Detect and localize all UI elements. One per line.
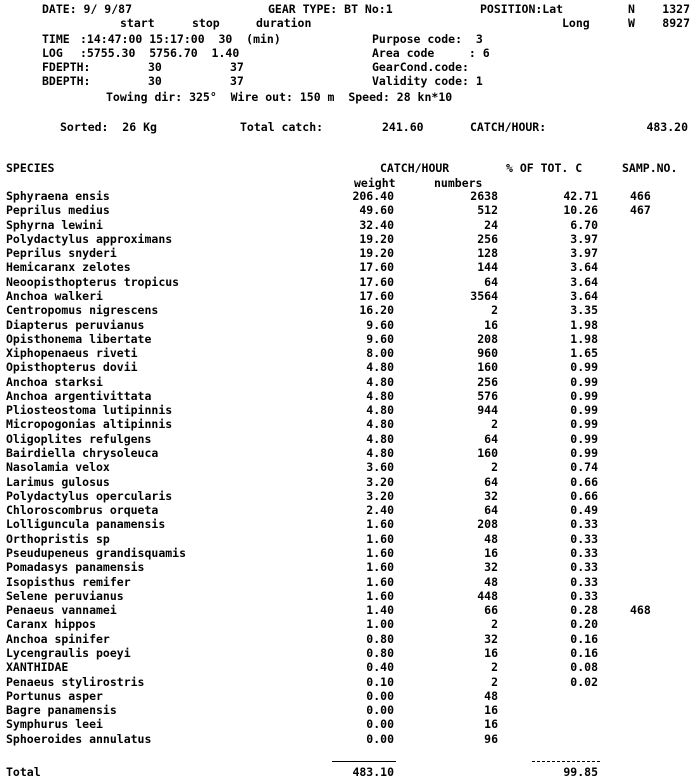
log-label: LOG [42, 46, 63, 60]
numbers-value: 32 [484, 560, 498, 574]
pct-value: 0.33 [570, 546, 598, 560]
weight-value: 1.60 [366, 560, 394, 574]
numbers-value: 144 [477, 260, 498, 274]
numbers-value: 448 [477, 589, 498, 603]
fdepth-stop: 37 [230, 60, 244, 74]
weight-value: 17.60 [359, 260, 394, 274]
weight-value: 1.60 [366, 589, 394, 603]
pct-value: 0.99 [570, 389, 598, 403]
weight-value: 206.40 [352, 189, 394, 203]
weight-value: 17.60 [359, 289, 394, 303]
weight-value: 4.80 [366, 360, 394, 374]
col-start: start [120, 16, 155, 30]
numbers-value: 2638 [470, 189, 498, 203]
col-pct-of-total: % OF TOT. C [506, 161, 583, 175]
col-duration: duration [256, 16, 312, 30]
pct-value: 0.99 [570, 446, 598, 460]
col-sample-number: SAMP.NO. [622, 161, 678, 175]
numbers-value: 48 [484, 575, 498, 589]
species-name: Xiphopenaeus riveti [6, 346, 138, 360]
col-weight: weight [354, 176, 396, 190]
bdepth-start: 30 [148, 74, 162, 88]
species-name: Sphoeroides annulatus [6, 732, 152, 746]
numbers-value: 2 [491, 303, 498, 317]
numbers-value: 16 [484, 717, 498, 731]
weight-value: 32.40 [359, 218, 394, 232]
total-label: Total [6, 765, 41, 779]
species-name: Pseudupeneus grandisquamis [6, 546, 187, 560]
weight-value: 4.80 [366, 432, 394, 446]
species-name: Anchoa argentivittata [6, 389, 152, 403]
species-name: Opisthopterus dovii [6, 360, 138, 374]
numbers-value: 160 [477, 446, 498, 460]
weight-value: 3.20 [366, 489, 394, 503]
catch-hour-value: 483.20 [646, 120, 688, 134]
time-label: TIME [42, 32, 70, 46]
weight-value: 0.10 [366, 675, 394, 689]
species-name: Peprilus medius [6, 203, 110, 217]
numbers-value: 576 [477, 389, 498, 403]
species-name: Penaeus stylirostris [6, 675, 145, 689]
pct-value: 0.74 [570, 460, 598, 474]
species-name: Selene peruvianus [6, 589, 124, 603]
pct-value: 0.28 [570, 603, 598, 617]
weight-value: 1.00 [366, 617, 394, 631]
numbers-value: 48 [484, 689, 498, 703]
weight-value: 17.60 [359, 275, 394, 289]
species-name: Symphurus leei [6, 717, 103, 731]
species-name: Opisthonema libertate [6, 332, 152, 346]
species-name: Polydactylus approximans [6, 232, 173, 246]
weight-value: 3.60 [366, 460, 394, 474]
weight-value: 4.80 [366, 389, 394, 403]
numbers-value: 16 [484, 703, 498, 717]
species-name: Penaeus vannamei [6, 603, 117, 617]
log-values: :5755.30 5756.70 1.40 [80, 46, 240, 60]
weight-value: 9.60 [366, 332, 394, 346]
species-name: Chloroscombrus orqueta [6, 503, 159, 517]
pct-value: 3.64 [570, 275, 598, 289]
weight-value: 1.60 [366, 517, 394, 531]
weight-value: 2.40 [366, 503, 394, 517]
pct-value: 0.33 [570, 589, 598, 603]
species-name: Neoopisthopterus tropicus [6, 275, 180, 289]
numbers-value: 960 [477, 346, 498, 360]
validity-code: Validity code: 1 [372, 74, 483, 88]
numbers-value: 48 [484, 532, 498, 546]
species-name: Centropomus nigrescens [6, 303, 159, 317]
species-name: Hemicaranx zelotes [6, 260, 131, 274]
numbers-value: 944 [477, 403, 498, 417]
pct-value: 0.33 [570, 575, 598, 589]
weight-value: 1.60 [366, 575, 394, 589]
pct-value: 0.99 [570, 417, 598, 431]
weight-value: 1.60 [366, 546, 394, 560]
weight-value: 0.80 [366, 646, 394, 660]
species-name: Anchoa starksi [6, 375, 103, 389]
numbers-value: 128 [477, 246, 498, 260]
pct-value: 0.08 [570, 660, 598, 674]
species-name: Nasolamia velox [6, 460, 110, 474]
col-species: SPECIES [6, 161, 55, 175]
pct-value: 0.49 [570, 503, 598, 517]
weight-value: 0.00 [366, 717, 394, 731]
pct-value: 3.97 [570, 246, 598, 260]
numbers-value: 208 [477, 517, 498, 531]
pct-value: 10.26 [563, 203, 598, 217]
numbers-value: 32 [484, 489, 498, 503]
pct-value: 42.71 [563, 189, 598, 203]
numbers-value: 208 [477, 332, 498, 346]
numbers-value: 64 [484, 503, 498, 517]
pct-value: 0.20 [570, 617, 598, 631]
weight-value: 0.00 [366, 732, 394, 746]
total-weight: 483.10 [352, 765, 394, 779]
weight-value: 8.00 [366, 346, 394, 360]
weight-value: 4.80 [366, 417, 394, 431]
pct-value: 1.98 [570, 332, 598, 346]
position-label: POSITION:Lat [480, 2, 564, 16]
pct-value: 6.70 [570, 218, 598, 232]
gear-type: GEAR TYPE: BT No:1 [268, 2, 393, 16]
gear-cond-code: GearCond.code: [372, 60, 469, 74]
numbers-value: 24 [484, 218, 498, 232]
long-label: Long [562, 16, 590, 30]
pct-value: 0.33 [570, 532, 598, 546]
numbers-value: 2 [491, 417, 498, 431]
col-catch-hour: CATCH/HOUR [380, 161, 450, 175]
numbers-value: 16 [484, 646, 498, 660]
numbers-value: 256 [477, 232, 498, 246]
species-name: XANTHIDAE [6, 660, 69, 674]
time-values: :14:47:00 15:17:00 30 (min) [80, 32, 281, 46]
date: DATE: 9/ 9/87 [42, 2, 133, 16]
catch-hour-label: CATCH/HOUR: [470, 120, 547, 134]
pct-value: 0.99 [570, 403, 598, 417]
total-catch-label: Total catch: [240, 120, 324, 134]
weight-value: 0.00 [366, 703, 394, 717]
col-stop: stop [192, 16, 220, 30]
numbers-value: 512 [477, 203, 498, 217]
bdepth-stop: 37 [230, 74, 244, 88]
numbers-value: 16 [484, 546, 498, 560]
species-name: Anchoa spinifer [6, 632, 110, 646]
pct-value: 0.02 [570, 675, 598, 689]
species-name: Bagre panamensis [6, 703, 117, 717]
weight-value: 19.20 [359, 232, 394, 246]
weight-value: 1.60 [366, 532, 394, 546]
species-name: Lolliguncula panamensis [6, 517, 166, 531]
pct-value: 0.66 [570, 489, 598, 503]
weight-value: 0.40 [366, 660, 394, 674]
pct-value: 1.98 [570, 318, 598, 332]
species-name: Portunus asper [6, 689, 103, 703]
pct-total-rule [532, 761, 600, 762]
purpose-code: Purpose code: 3 [372, 32, 483, 46]
numbers-value: 2 [491, 675, 498, 689]
pct-value: 3.97 [570, 232, 598, 246]
long-hemisphere: W [628, 16, 635, 30]
numbers-value: 16 [484, 318, 498, 332]
numbers-value: 66 [484, 603, 498, 617]
weight-value: 16.20 [359, 303, 394, 317]
lat-value: 1327 [662, 2, 690, 16]
pct-value: 3.64 [570, 289, 598, 303]
species-name: Sphyraena ensis [6, 189, 110, 203]
sorted-weight: Sorted: 26 Kg [60, 120, 157, 134]
species-name: Pomadasys panamensis [6, 560, 145, 574]
total-pct: 99.85 [563, 765, 598, 779]
weight-value: 9.60 [366, 318, 394, 332]
area-code: Area code : 6 [372, 46, 490, 60]
col-numbers: numbers [434, 176, 483, 190]
lat-hemisphere: N [628, 2, 635, 16]
weight-value: 19.20 [359, 246, 394, 260]
species-name: Peprilus snyderi [6, 246, 117, 260]
numbers-value: 3564 [470, 289, 498, 303]
species-name: Isopisthus remifer [6, 575, 131, 589]
numbers-value: 256 [477, 375, 498, 389]
species-name: Micropogonias altipinnis [6, 417, 173, 431]
numbers-value: 32 [484, 632, 498, 646]
pct-value: 0.99 [570, 432, 598, 446]
species-name: Orthopristis sp [6, 532, 110, 546]
pct-value: 0.66 [570, 475, 598, 489]
species-name: Lycengraulis poeyi [6, 646, 131, 660]
weight-value: 4.80 [366, 446, 394, 460]
species-name: Oligoplites refulgens [6, 432, 152, 446]
weight-value: 1.40 [366, 603, 394, 617]
pct-value: 0.99 [570, 360, 598, 374]
sample-number-value: 466 [630, 189, 651, 203]
numbers-value: 160 [477, 360, 498, 374]
pct-value: 0.16 [570, 646, 598, 660]
weight-total-rule [332, 761, 396, 762]
pct-value: 3.35 [570, 303, 598, 317]
weight-value: 3.20 [366, 475, 394, 489]
long-value: 8927 [662, 16, 690, 30]
weight-value: 4.80 [366, 403, 394, 417]
weight-value: 0.00 [366, 689, 394, 703]
numbers-value: 64 [484, 475, 498, 489]
weight-value: 4.80 [366, 375, 394, 389]
species-name: Bairdiella chrysoleuca [6, 446, 159, 460]
total-catch-value: 241.60 [382, 120, 424, 134]
sample-number-value: 468 [630, 603, 651, 617]
towing-info: Towing dir: 325° Wire out: 150 m Speed: 28 kn*10 [106, 90, 453, 104]
bdepth-label: BDEPTH: [42, 74, 91, 88]
species-name: Caranx hippos [6, 617, 97, 631]
sample-number-value: 467 [630, 203, 651, 217]
species-name: Anchoa walkeri [6, 289, 103, 303]
numbers-value: 2 [491, 617, 498, 631]
fdepth-start: 30 [148, 60, 162, 74]
pct-value: 0.33 [570, 517, 598, 531]
numbers-value: 64 [484, 275, 498, 289]
pct-value: 1.65 [570, 346, 598, 360]
weight-value: 0.80 [366, 632, 394, 646]
species-name: Polydactylus opercularis [6, 489, 173, 503]
pct-value: 0.99 [570, 375, 598, 389]
pct-value: 3.64 [570, 260, 598, 274]
numbers-value: 64 [484, 432, 498, 446]
weight-value: 49.60 [359, 203, 394, 217]
fdepth-label: FDEPTH: [42, 60, 91, 74]
numbers-value: 2 [491, 660, 498, 674]
pct-value: 0.33 [570, 560, 598, 574]
numbers-value: 96 [484, 732, 498, 746]
species-name: Larimus gulosus [6, 475, 110, 489]
pct-value: 0.16 [570, 632, 598, 646]
species-name: Sphyrna lewini [6, 218, 103, 232]
species-name: Diapterus peruvianus [6, 318, 145, 332]
numbers-value: 2 [491, 460, 498, 474]
species-name: Pliosteostoma lutipinnis [6, 403, 173, 417]
